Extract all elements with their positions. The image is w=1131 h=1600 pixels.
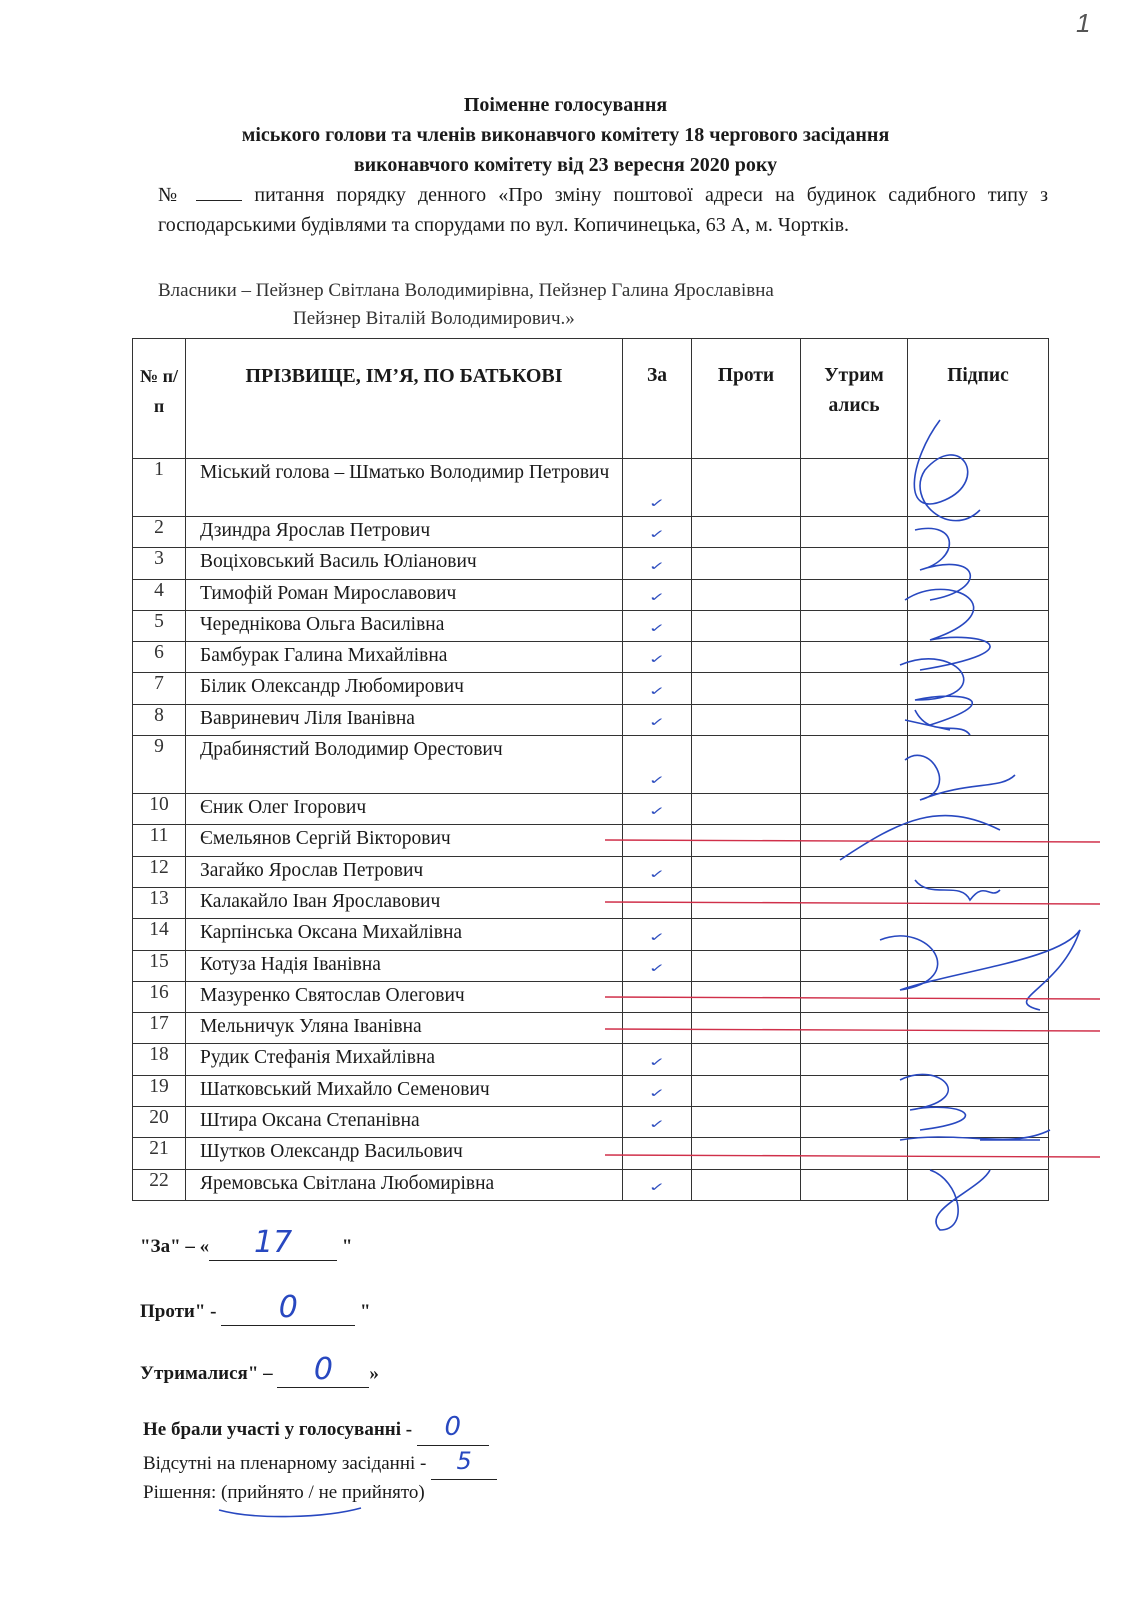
row-for-mark xyxy=(623,919,692,950)
row-number: 21 xyxy=(133,1138,186,1169)
row-name: Воціховський Василь Юліанович xyxy=(186,548,623,579)
for-value-field xyxy=(209,1225,337,1261)
row-for-mark xyxy=(623,548,692,579)
against-value: 0 xyxy=(278,1290,298,1325)
row-for-mark xyxy=(623,704,692,735)
row-signature xyxy=(908,856,1049,887)
checkmark-icon: ✓ xyxy=(648,1054,666,1069)
row-for-mark xyxy=(623,887,692,918)
table-row xyxy=(133,517,1049,548)
footer-not-voted xyxy=(143,1412,489,1446)
row-abstained xyxy=(801,825,908,856)
table-row xyxy=(133,919,1049,950)
table-row xyxy=(133,736,1049,794)
absent-field xyxy=(431,1446,497,1480)
row-for-mark xyxy=(623,610,692,641)
decision-value-wrap xyxy=(221,1482,425,1503)
row-name: Мазуренко Святослав Олегович xyxy=(186,981,623,1012)
row-number: 22 xyxy=(133,1169,186,1200)
row-against xyxy=(692,1075,801,1106)
row-signature xyxy=(908,736,1049,794)
table-row xyxy=(133,1169,1049,1200)
decision-label: Рішення: xyxy=(143,1482,217,1503)
row-against xyxy=(692,887,801,918)
row-against xyxy=(692,856,801,887)
vote-table xyxy=(132,338,1049,1201)
row-name: Вавриневич Ліля Іванівна xyxy=(186,704,623,735)
number-blank xyxy=(196,182,242,201)
row-name: Штира Оксана Степанівна xyxy=(186,1107,623,1138)
row-signature xyxy=(908,548,1049,579)
against-close: " xyxy=(360,1301,371,1322)
checkmark-icon: ✓ xyxy=(648,714,666,730)
row-for-mark xyxy=(623,736,692,794)
row-for-mark xyxy=(623,642,692,673)
row-abstained xyxy=(801,548,908,579)
row-name: Калакайло Іван Ярославович xyxy=(186,887,623,918)
checkmark-icon: ✓ xyxy=(648,772,666,788)
row-number: 19 xyxy=(133,1075,186,1106)
row-abstained xyxy=(801,704,908,735)
row-signature xyxy=(908,794,1049,825)
row-for-mark xyxy=(623,1044,692,1075)
row-number: 8 xyxy=(133,704,186,735)
row-for-mark xyxy=(623,579,692,610)
row-for-mark xyxy=(623,981,692,1012)
checkmark-icon: ✓ xyxy=(648,804,666,819)
row-name: Дзиндра Ярослав Петрович xyxy=(186,517,623,548)
row-against xyxy=(692,919,801,950)
row-name: Білик Олександр Любомирович xyxy=(186,673,623,704)
not-voted-value: 0 xyxy=(444,1412,462,1442)
row-signature xyxy=(908,673,1049,704)
table-row xyxy=(133,1138,1049,1169)
row-signature xyxy=(908,887,1049,918)
title-line-3: виконавчого комітету від 23 вересня 2020 року xyxy=(353,154,778,176)
table-row xyxy=(133,950,1049,981)
for-value: 17 xyxy=(254,1225,293,1260)
row-signature xyxy=(908,1169,1049,1200)
row-for-mark xyxy=(623,950,692,981)
row-against xyxy=(692,736,801,794)
table-row xyxy=(133,642,1049,673)
checkmark-icon: ✓ xyxy=(648,1117,666,1132)
summary-abstained xyxy=(140,1352,379,1388)
row-name: Шатковський Михайло Семенович xyxy=(186,1075,623,1106)
row-number: 16 xyxy=(133,981,186,1012)
row-number: 4 xyxy=(133,579,186,610)
row-number: 15 xyxy=(133,950,186,981)
header-signature: Підпис xyxy=(908,339,1049,459)
row-against xyxy=(692,794,801,825)
checkmark-icon: ✓ xyxy=(648,866,666,882)
row-name: Загайко Ярослав Петрович xyxy=(186,856,623,887)
table-row xyxy=(133,794,1049,825)
row-name: Шутков Олександр Васильович xyxy=(186,1138,623,1169)
row-number: 6 xyxy=(133,642,186,673)
row-signature xyxy=(908,704,1049,735)
table-row xyxy=(133,1107,1049,1138)
not-voted-label: Не брали участі у голосуванні - xyxy=(143,1419,413,1440)
owners-line-2: Пейзнер Віталій Володимирович.» xyxy=(293,308,575,329)
row-name: Бамбурак Галина Михайлівна xyxy=(186,642,623,673)
row-abstained xyxy=(801,1013,908,1044)
row-for-mark xyxy=(623,1013,692,1044)
row-abstained xyxy=(801,981,908,1012)
row-number: 3 xyxy=(133,548,186,579)
page-number: 1 xyxy=(1076,8,1091,38)
row-signature xyxy=(908,1013,1049,1044)
row-number: 11 xyxy=(133,825,186,856)
against-label: Проти" - xyxy=(140,1301,217,1322)
row-against xyxy=(692,610,801,641)
row-name: Міський голова – Шматько Володимир Петрович xyxy=(186,459,623,517)
row-number: 17 xyxy=(133,1013,186,1044)
checkmark-icon: ✓ xyxy=(648,929,666,944)
checkmark-icon: ✓ xyxy=(648,960,666,976)
row-number: 10 xyxy=(133,794,186,825)
row-signature xyxy=(908,1107,1049,1138)
row-against xyxy=(692,981,801,1012)
row-against xyxy=(692,825,801,856)
abstained-close: » xyxy=(369,1363,379,1384)
agenda-text: питання порядку денного «Про зміну поштової адреси на будинок садибного типу з господарськими будівлями та спорудами по вул. Копичинецька, 63 А, м. Чортків. xyxy=(158,184,1049,236)
header-against: Проти xyxy=(692,339,801,459)
row-name: Карпінська Оксана Михайлівна xyxy=(186,919,623,950)
table-row xyxy=(133,610,1049,641)
row-against xyxy=(692,517,801,548)
row-name: Мельничук Уляна Іванівна xyxy=(186,1013,623,1044)
row-against xyxy=(692,704,801,735)
row-name: Єник Олег Ігорович xyxy=(186,794,623,825)
row-against xyxy=(692,1169,801,1200)
table-row xyxy=(133,548,1049,579)
summary-for xyxy=(140,1225,352,1261)
row-number: 1 xyxy=(133,459,186,517)
row-for-mark xyxy=(623,794,692,825)
abstained-value-field xyxy=(277,1352,369,1388)
footer-absent xyxy=(143,1446,497,1480)
absent-label: Відсутні на пленарному засіданні - xyxy=(143,1453,427,1474)
row-abstained xyxy=(801,1169,908,1200)
checkmark-icon: ✓ xyxy=(648,495,666,511)
checkmark-icon: ✓ xyxy=(648,1085,666,1101)
row-against xyxy=(692,1107,801,1138)
row-against xyxy=(692,1013,801,1044)
table-row xyxy=(133,459,1049,517)
row-abstained xyxy=(801,919,908,950)
checkmark-icon: ✓ xyxy=(648,527,666,542)
row-number: 2 xyxy=(133,517,186,548)
document-title xyxy=(0,90,1131,180)
agenda-item-text xyxy=(158,180,1048,240)
row-signature xyxy=(908,1138,1049,1169)
row-against xyxy=(692,1138,801,1169)
row-signature xyxy=(908,517,1049,548)
row-abstained xyxy=(801,610,908,641)
row-name: Драбинястий Володимир Орестович xyxy=(186,736,623,794)
row-for-mark xyxy=(623,1075,692,1106)
row-abstained xyxy=(801,1138,908,1169)
table-row xyxy=(133,1013,1049,1044)
row-against xyxy=(692,459,801,517)
summary-against xyxy=(140,1290,371,1326)
checkmark-icon: ✓ xyxy=(648,558,666,573)
header-number: № п/ п xyxy=(133,339,186,459)
for-close: " xyxy=(341,1236,353,1257)
row-name: Котуза Надія Іванівна xyxy=(186,950,623,981)
table-row xyxy=(133,887,1049,918)
table-row xyxy=(133,673,1049,704)
row-number: 12 xyxy=(133,856,186,887)
row-abstained xyxy=(801,579,908,610)
row-signature xyxy=(908,1044,1049,1075)
row-signature xyxy=(908,950,1049,981)
row-abstained xyxy=(801,517,908,548)
row-signature xyxy=(908,579,1049,610)
row-abstained xyxy=(801,1107,908,1138)
table-row xyxy=(133,704,1049,735)
header-abstained: Утрим ались xyxy=(801,339,908,459)
row-for-mark xyxy=(623,1169,692,1200)
row-signature xyxy=(908,981,1049,1012)
table-row xyxy=(133,1044,1049,1075)
row-for-mark xyxy=(623,1138,692,1169)
decision-underline-mark xyxy=(215,1504,365,1522)
row-name: Череднікова Ольга Василівна xyxy=(186,610,623,641)
row-for-mark xyxy=(623,856,692,887)
row-against xyxy=(692,642,801,673)
row-signature xyxy=(908,459,1049,517)
header-for: За xyxy=(623,339,692,459)
checkmark-icon: ✓ xyxy=(648,589,666,605)
row-abstained xyxy=(801,673,908,704)
row-number: 18 xyxy=(133,1044,186,1075)
table-row xyxy=(133,1075,1049,1106)
row-number: 14 xyxy=(133,919,186,950)
row-number: 7 xyxy=(133,673,186,704)
table-row xyxy=(133,825,1049,856)
row-against xyxy=(692,950,801,981)
abstained-value: 0 xyxy=(313,1352,333,1387)
table-row xyxy=(133,579,1049,610)
row-abstained xyxy=(801,887,908,918)
row-signature xyxy=(908,642,1049,673)
row-against xyxy=(692,673,801,704)
abstained-label: Утрималися" – xyxy=(140,1363,273,1384)
checkmark-icon: ✓ xyxy=(648,683,666,698)
row-abstained xyxy=(801,1075,908,1106)
row-abstained xyxy=(801,1044,908,1075)
row-against xyxy=(692,1044,801,1075)
row-against xyxy=(692,548,801,579)
owners-line-1: Власники – Пейзнер Світлана Володимирівна, Пейзнер Галина Ярославівна xyxy=(158,280,774,301)
decision-value: (прийнято / не прийнято) xyxy=(221,1482,425,1503)
row-signature xyxy=(908,825,1049,856)
row-abstained xyxy=(801,856,908,887)
against-value-field xyxy=(221,1290,355,1326)
row-against xyxy=(692,579,801,610)
row-for-mark xyxy=(623,517,692,548)
row-name: Ємельянов Сергій Вікторович xyxy=(186,825,623,856)
table-row xyxy=(133,856,1049,887)
checkmark-icon: ✓ xyxy=(648,1179,666,1195)
not-voted-field xyxy=(417,1412,489,1446)
row-number: 5 xyxy=(133,610,186,641)
title-line-1: Поіменне голосування xyxy=(463,94,668,116)
row-signature xyxy=(908,1075,1049,1106)
row-abstained xyxy=(801,794,908,825)
row-for-mark xyxy=(623,825,692,856)
row-name: Рудик Стефанія Михайлівна xyxy=(186,1044,623,1075)
checkmark-icon: ✓ xyxy=(648,620,666,636)
row-for-mark xyxy=(623,1107,692,1138)
row-name: Яремовська Світлана Любомирівна xyxy=(186,1169,623,1200)
row-abstained xyxy=(801,736,908,794)
row-abstained xyxy=(801,459,908,517)
owners-block xyxy=(158,277,774,333)
row-for-mark xyxy=(623,459,692,517)
absent-value: 5 xyxy=(456,1447,472,1475)
row-signature xyxy=(908,919,1049,950)
footer-decision xyxy=(143,1478,425,1508)
row-signature xyxy=(908,610,1049,641)
title-line-2: міського голови та членів виконавчого комітету 18 чергового засідання xyxy=(241,124,890,146)
row-abstained xyxy=(801,950,908,981)
row-name: Тимофій Роман Мирославович xyxy=(186,579,623,610)
for-label: "За" – « xyxy=(140,1236,210,1257)
header-name: ПРІЗВИЩЕ, ІМ’Я, ПО БАТЬКОВІ xyxy=(186,339,623,459)
row-number: 20 xyxy=(133,1107,186,1138)
row-number: 9 xyxy=(133,736,186,794)
row-abstained xyxy=(801,642,908,673)
table-row xyxy=(133,981,1049,1012)
row-number: 13 xyxy=(133,887,186,918)
row-for-mark xyxy=(623,673,692,704)
checkmark-icon: ✓ xyxy=(648,652,666,667)
number-label: № xyxy=(158,184,185,206)
